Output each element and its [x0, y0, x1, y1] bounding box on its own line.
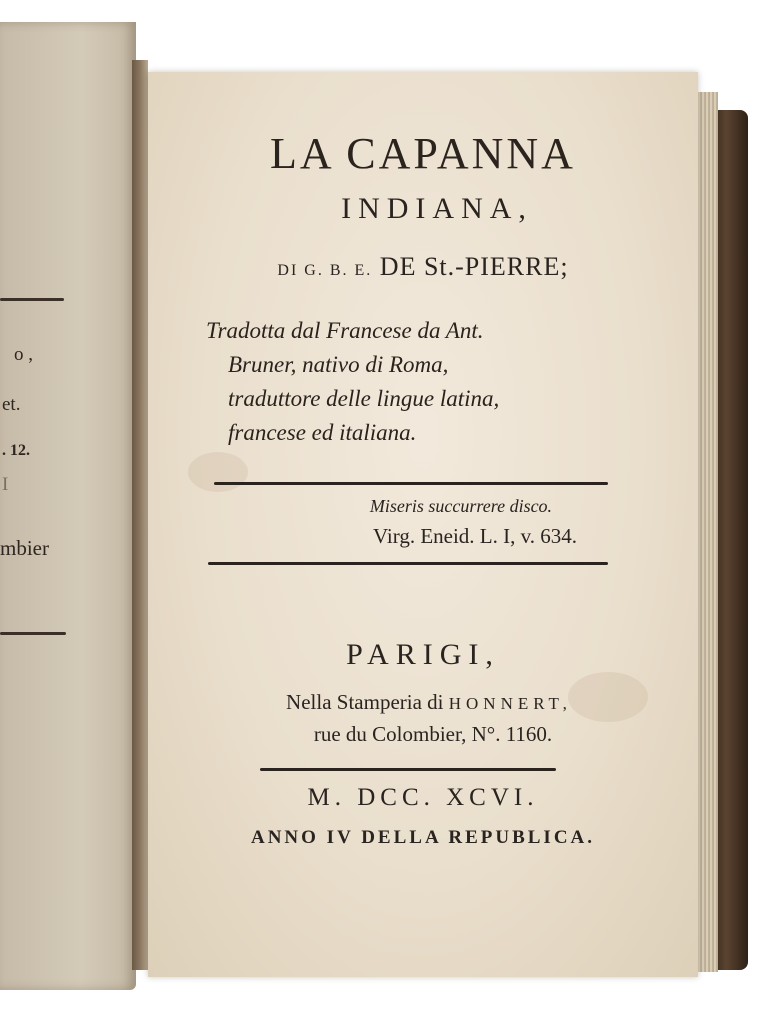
imprint-city: PARIGI,: [346, 638, 500, 671]
left-page-rule-top: [0, 298, 64, 301]
book-title-line-1: LA CAPANNA: [270, 129, 576, 178]
press-name: HONNERT,: [448, 694, 572, 713]
left-page-text-5: mbier: [0, 536, 49, 560]
rule-above-motto: [214, 482, 608, 485]
translation-line-4: francese ed italiana.: [228, 420, 417, 445]
book-title-line-2: INDIANA,: [341, 192, 533, 225]
rule-below-motto: [208, 562, 608, 565]
republic-year: ANNO IV DELLA REPUBLICA.: [250, 827, 596, 848]
left-page-text-3: . 12.: [2, 442, 30, 459]
left-page-text-2: et.: [2, 394, 21, 415]
left-page-text-1: o ,: [14, 344, 33, 365]
book-gutter: [132, 60, 148, 970]
title-page: [148, 72, 698, 977]
imprint-address: rue du Colombier, N°. 1160.: [313, 722, 553, 746]
left-page-text-4: I: [2, 474, 9, 495]
translation-line-1: Tradotta dal Francese da Ant.: [206, 318, 484, 343]
left-facing-page: [0, 22, 136, 990]
motto-source: Virg. Eneid. L. I, v. 634.: [372, 524, 578, 548]
rule-above-date: [260, 768, 556, 771]
left-page-rule-bottom: [0, 632, 66, 635]
translation-line-3: traduttore delle lingue latina,: [228, 386, 500, 411]
motto-quote: Miseris succurrere disco.: [369, 496, 553, 516]
author-line: [148, 252, 698, 282]
author-prefix: DI G. B. E.: [277, 262, 373, 279]
author-name: DE St.-PIERRE;: [379, 252, 569, 281]
press-prefix: Nella Stamperia di: [286, 690, 444, 714]
translation-line-2: Bruner, nativo di Roma,: [228, 352, 449, 377]
imprint-press: [154, 690, 704, 715]
publication-year: M. DCC. XCVI.: [307, 784, 539, 811]
paper-stain: [188, 452, 248, 492]
